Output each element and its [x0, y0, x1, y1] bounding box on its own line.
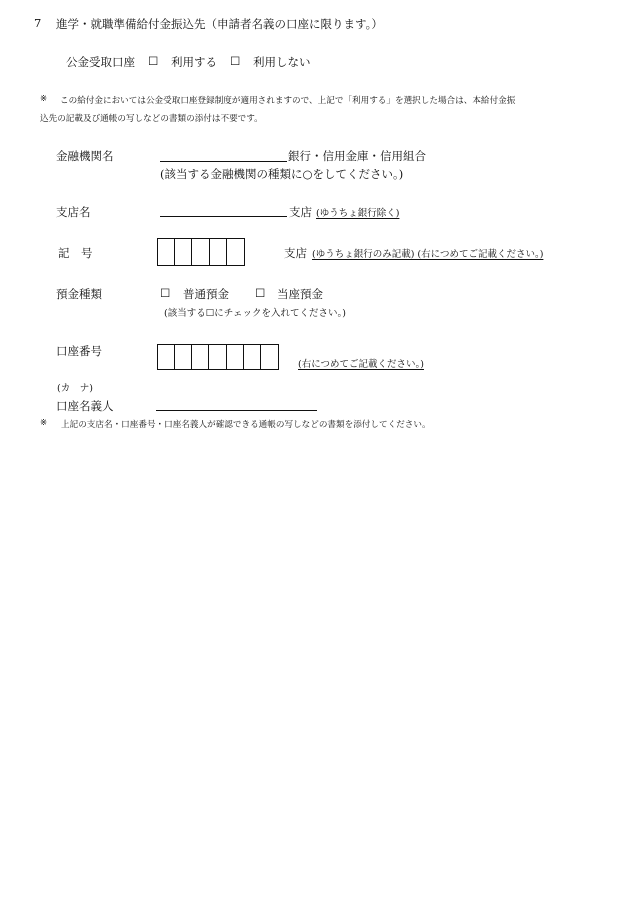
deposit-ordinary-label: 普通預金: [183, 287, 229, 301]
bank-name-underline: [160, 161, 287, 162]
section-number: 7: [34, 16, 42, 30]
branch-name-underline: [160, 216, 287, 217]
bank-type-suffix: 銀行・信用金庫・信用組合: [288, 149, 426, 163]
kigo-box[interactable]: [227, 239, 244, 265]
deposit-ordinary-checkbox[interactable]: ☐: [160, 286, 171, 300]
bank-name-label: 金融機関名: [56, 149, 114, 163]
kigo-box[interactable]: [158, 239, 175, 265]
deposit-type-hint: (該当する☐にチェックを入れてください。): [164, 308, 346, 319]
account-number-box[interactable]: [209, 345, 226, 369]
deposit-current-label: 当座預金: [277, 287, 323, 301]
public-account-use-checkbox[interactable]: ☐: [148, 54, 159, 68]
note1-line2: 込先の記載及び通帳の写しなどの書類の添付は不要です。: [40, 114, 263, 124]
account-number-boxes: [157, 344, 279, 370]
account-number-box[interactable]: [158, 345, 175, 369]
branch-name-field[interactable]: [160, 200, 286, 216]
public-account-nouse-label: 利用しない: [253, 55, 311, 69]
branch-suffix: 支店: [289, 205, 312, 219]
kigo-box[interactable]: [210, 239, 227, 265]
kigo-label: 記 号: [58, 246, 93, 260]
account-number-box[interactable]: [192, 345, 209, 369]
branch-name-label: 支店名: [56, 205, 91, 219]
account-number-label: 口座番号: [56, 344, 102, 358]
kigo-box[interactable]: [175, 239, 192, 265]
note1-mark: ※: [40, 94, 48, 104]
public-account-nouse-checkbox[interactable]: ☐: [230, 54, 241, 68]
holder-name-label: 口座名義人: [56, 399, 114, 413]
deposit-current-checkbox[interactable]: ☐: [255, 286, 266, 300]
account-number-box[interactable]: [244, 345, 261, 369]
kigo-box[interactable]: [192, 239, 209, 265]
holder-name-field[interactable]: [156, 394, 316, 410]
section-title: 進学・就職準備給付金振込先（申請者名義の口座に限ります。）: [56, 17, 383, 31]
public-account-label: 公金受取口座: [66, 55, 135, 69]
kigo-branch-suffix: 支店: [284, 246, 307, 260]
bank-name-field[interactable]: [160, 145, 286, 161]
branch-suffix-note: (ゆうちょ銀行除く): [316, 208, 400, 219]
public-account-use-label: 利用する: [171, 55, 217, 69]
note1-line1: この給付金においては公金受取口座登録制度が適用されますので、上記で「利用する」を選択した場合は、本給付金振: [60, 96, 516, 106]
holder-name-underline: [156, 410, 317, 411]
account-number-note: (右につめてご記載ください。): [298, 359, 424, 370]
kigo-note: (ゆうちょ銀行のみ記載) (右につめてご記載ください。): [312, 249, 544, 260]
bank-type-hint: (該当する金融機関の種類に○をしてください。): [160, 167, 404, 181]
account-number-box[interactable]: [261, 345, 278, 369]
account-number-box[interactable]: [175, 345, 192, 369]
holder-kana-label: (カ ナ): [57, 383, 93, 394]
note2-mark: ※: [40, 418, 48, 428]
kigo-boxes: [157, 238, 245, 266]
account-number-box[interactable]: [227, 345, 244, 369]
note2-text: 上記の支店名・口座番号・口座名義人が確認できる通帳の写しなどの書類を添付してください。: [61, 420, 431, 430]
deposit-type-label: 預金種類: [56, 287, 102, 301]
